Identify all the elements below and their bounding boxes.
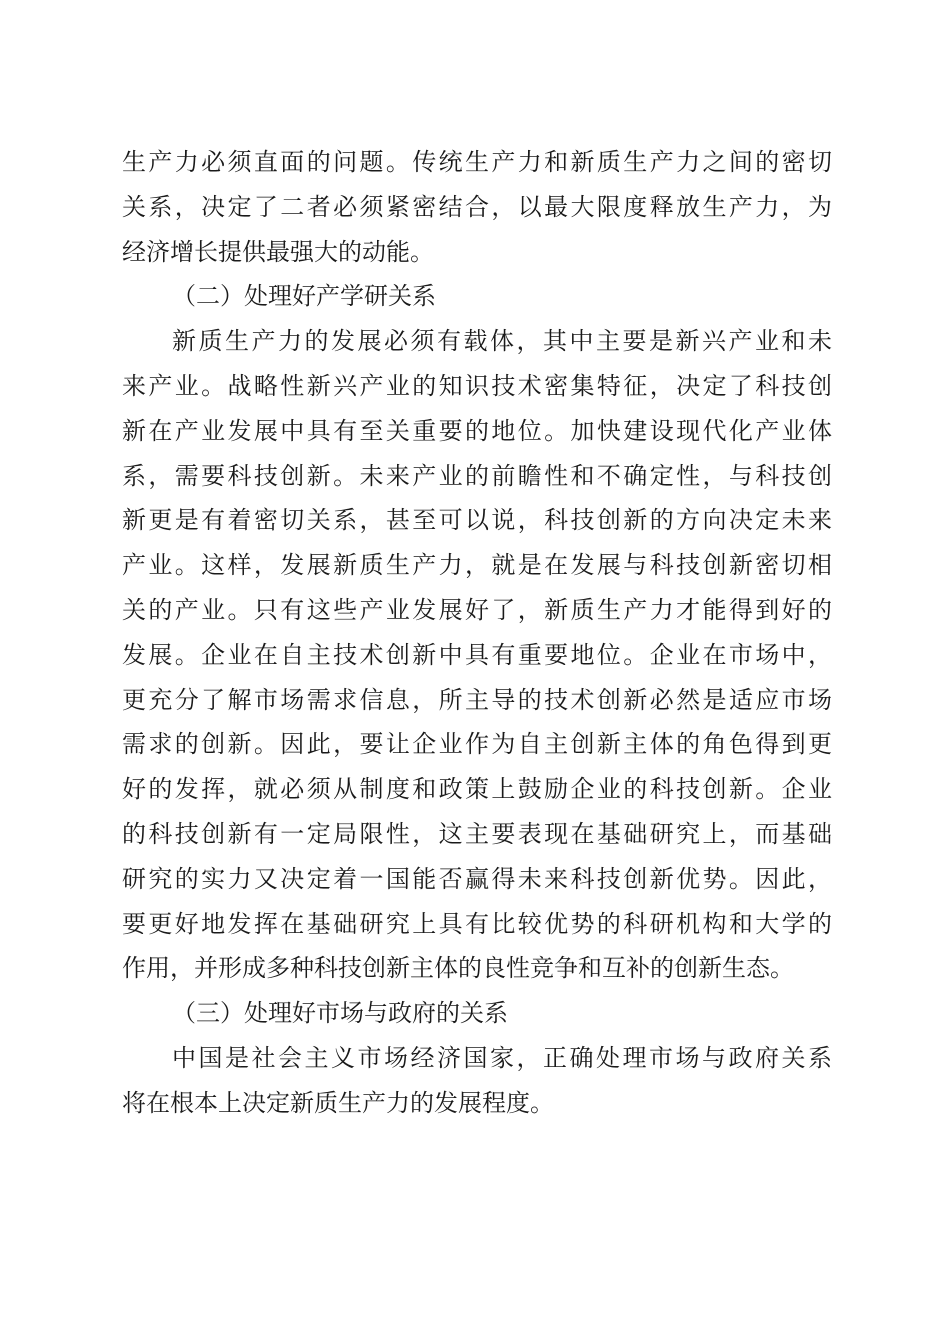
text-line: 的科技创新有一定局限性，这主要表现在基础研究上，而基础 [122,819,832,848]
section-heading-3: （三）处理好市场与政府的关系 [172,999,508,1028]
text-line: 关系，决定了二者必须紧密结合，以最大限度释放生产力，为 [122,192,832,221]
text-line: 来产业。战略性新兴产业的知识技术密集特征，决定了科技创 [122,371,832,400]
text-line: 中国是社会主义市场经济国家，正确处理市场与政府关系 [172,1043,832,1072]
text-line: 新质生产力的发展必须有载体，其中主要是新兴产业和未 [172,327,832,356]
text-line: 发展。企业在自主技术创新中具有重要地位。企业在市场中， [122,640,832,669]
text-line: 需求的创新。因此，要让企业作为自主创新主体的角色得到更 [122,730,832,759]
text-line: 新更是有着密切关系，甚至可以说，科技创新的方向决定未来 [122,506,832,535]
text-line: 经济增长提供最强大的动能。 [122,237,434,266]
document-body [122,140,832,1126]
text-line: 系，需要科技创新。未来产业的前瞻性和不确定性，与科技创 [122,461,832,490]
paragraph-industry-research [122,319,832,991]
text-line: 作用，并形成多种科技创新主体的良性竞争和互补的创新生态。 [122,954,794,983]
section-heading-2: （二）处理好产学研关系 [172,282,436,311]
paragraph-continuation [122,140,832,274]
text-line: 要更好地发挥在基础研究上具有比较优势的科研机构和大学的 [122,909,832,938]
text-line: 好的发挥，就必须从制度和政策上鼓励企业的科技创新。企业 [122,775,832,804]
text-line: 研究的实力又决定着一国能否赢得未来科技创新优势。因此， [122,864,832,893]
paragraph-market-government [122,1036,832,1126]
text-line: 更充分了解市场需求信息，所主导的技术创新必然是适应市场 [122,685,832,714]
text-line: 新在产业发展中具有至关重要的地位。加快建设现代化产业体 [122,416,832,445]
text-line: 关的产业。只有这些产业发展好了，新质生产力才能得到好的 [122,595,832,624]
text-line: 生产力必须直面的问题。传统生产力和新质生产力之间的密切 [122,148,832,176]
text-line: 产业。这样，发展新质生产力，就是在发展与科技创新密切相 [122,551,832,580]
text-line: 将在根本上决定新质生产力的发展程度。 [122,1088,554,1117]
